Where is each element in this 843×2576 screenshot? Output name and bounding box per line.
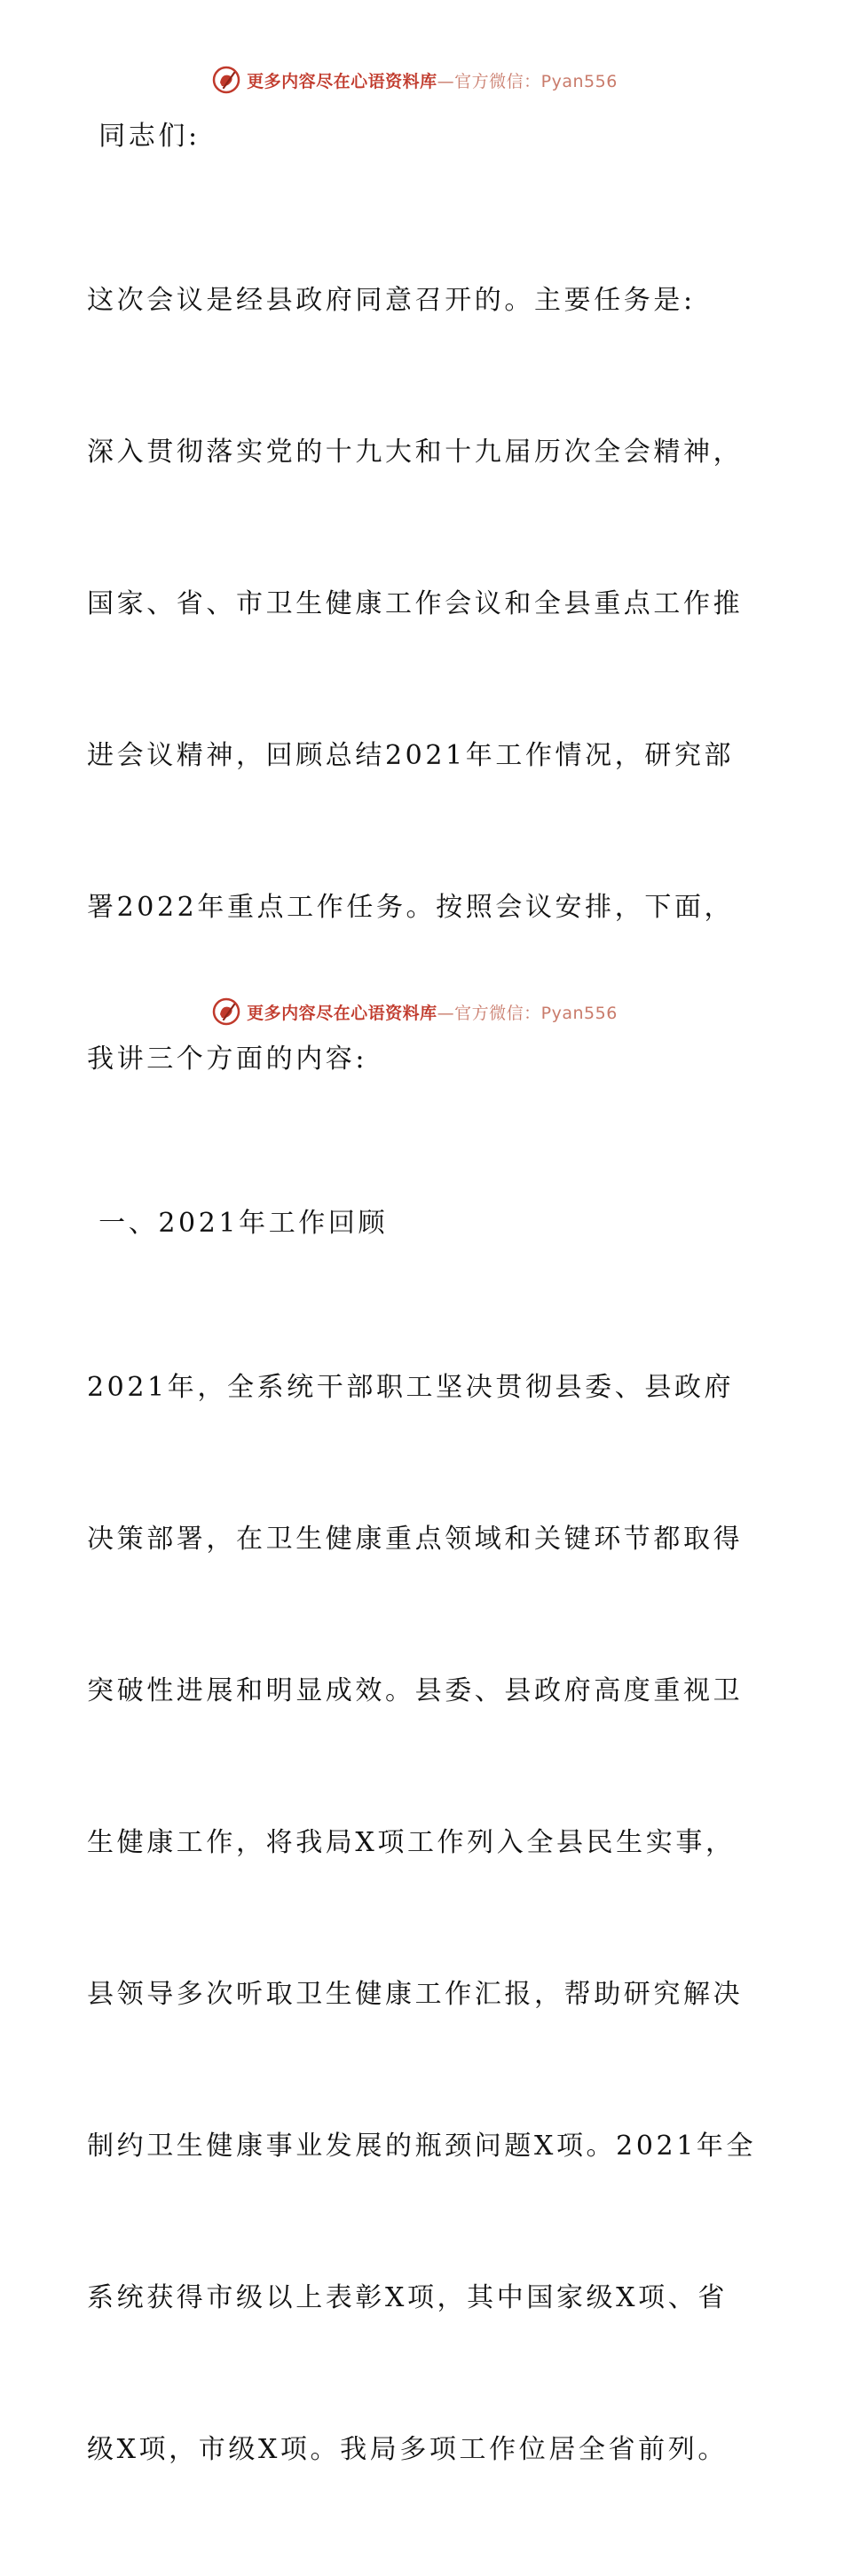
document-body bbox=[87, 111, 761, 2576]
text-line: 我讲三个方面的内容: bbox=[87, 1044, 368, 1075]
text-line: 制约卫生健康事业发展的瓶颈问题X项。2021年全 bbox=[87, 2131, 757, 2162]
watermark-tail: —官方微信：Pyan556 bbox=[437, 1003, 618, 1023]
text-line: 县领导多次听取卫生健康工作汇报，帮助研究解决 bbox=[87, 1979, 744, 2010]
watermark-text bbox=[247, 1000, 618, 1024]
text-line: 署2022年重点工作任务。按照会议安排，下面， bbox=[87, 892, 735, 923]
text-line: 2021年，全系统干部职工坚决贯彻县委、县政府 bbox=[87, 1372, 735, 1403]
header-watermark bbox=[0, 62, 843, 98]
text-line: 突破性进展和明显成效。县委、县政府高度重视卫 bbox=[87, 1675, 744, 1706]
text-line: 国家、省、市卫生健康工作会议和全县重点工作推 bbox=[87, 588, 744, 619]
text-line: 系统获得市级以上表彰X项，其中国家级X项、省 bbox=[87, 2282, 728, 2313]
watermark-tail: —官方微信：Pyan556 bbox=[437, 71, 618, 91]
watermark-brand: 更多内容尽在心语资料库 bbox=[247, 1003, 437, 1023]
heart-pen-logo-icon bbox=[211, 65, 241, 95]
watermark-brand: 更多内容尽在心语资料库 bbox=[247, 71, 437, 91]
text-line: 深入贯彻落实党的十九大和十九届历次全会精神， bbox=[87, 437, 744, 468]
text-line: 级X项，市级X项。我局多项工作位居全省前列。 bbox=[87, 2434, 728, 2465]
text-line: 进会议精神，回顾总结2021年工作情况，研究部 bbox=[87, 740, 735, 771]
footer-watermark bbox=[0, 994, 843, 1029]
greeting: 同志们: bbox=[87, 121, 201, 152]
text-line: 决策部署，在卫生健康重点领域和关键环节都取得 bbox=[87, 1524, 744, 1555]
text-line: 这次会议是经县政府同意召开的。主要任务是: bbox=[87, 285, 696, 316]
watermark-text bbox=[247, 68, 618, 92]
text-line: 生健康工作，将我局X项工作列入全县民生实事， bbox=[87, 1827, 736, 1858]
section-heading: 一、2021年工作回顾 bbox=[87, 1208, 389, 1239]
review-paragraph bbox=[87, 1261, 761, 2576]
intro-paragraph bbox=[87, 174, 761, 1186]
heart-pen-logo-icon bbox=[211, 997, 241, 1027]
